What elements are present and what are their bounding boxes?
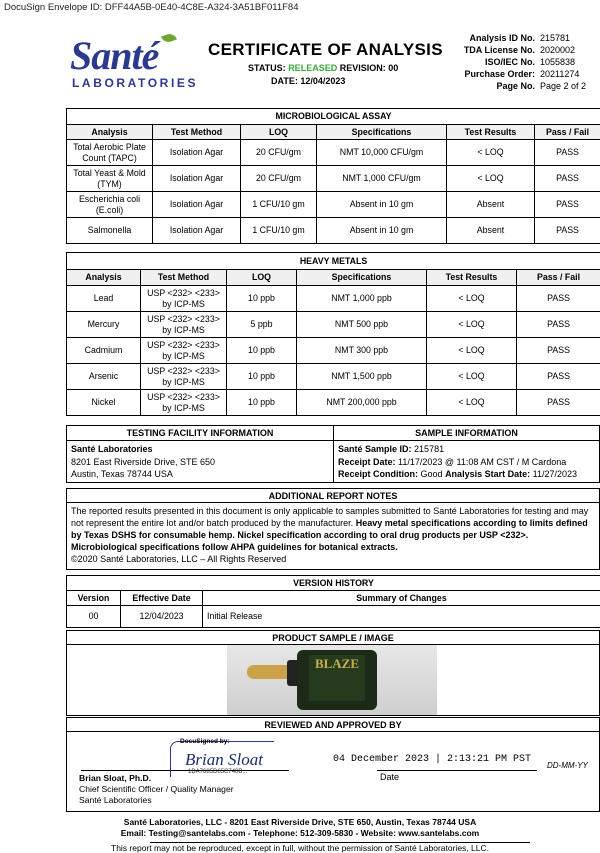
table-cell: PASS [535, 166, 600, 192]
column-header: Effective Date [121, 591, 203, 606]
table-row [67, 338, 600, 364]
footer [0, 817, 600, 839]
meta-value: 215781 [540, 33, 571, 43]
logo-wordmark: Santé [70, 33, 159, 78]
section-title: REVIEWED AND APPROVED BY [66, 717, 600, 732]
signed-datetime: 04 December 2023 | 2:13:21 PM PST [333, 754, 532, 765]
signer-block [79, 773, 234, 806]
table-cell: NMT 500 ppb [297, 312, 427, 338]
column-header: LOQ [227, 270, 297, 286]
notes-text: The reported results presented in this document is only applicable to samples submitted to Santé Laboratories for testing and may not represent the entire lot and/or batch produced by the manufacturer. [71, 506, 589, 528]
signature-line [81, 770, 289, 771]
facility-info [67, 426, 334, 482]
meta-value: Page 2 of 2 [540, 81, 587, 91]
meta-label: TDA License No. [463, 45, 535, 55]
table-cell: Isolation Agar [153, 218, 241, 244]
table-cell: Isolation Agar [153, 166, 241, 192]
report-notes [66, 503, 600, 570]
table-cell: PASS [517, 338, 600, 364]
microbiological-section [66, 108, 600, 244]
table-cell: Isolation Agar [153, 192, 241, 218]
start-date-label: Analysis Start Date: [445, 469, 531, 479]
receipt-date-label: Receipt Date: [338, 456, 396, 467]
column-header: Test Results [427, 270, 517, 286]
section-title: VERSION HISTORY [67, 576, 600, 591]
table-cell: USP <232> <233> by ICP-MS [141, 364, 227, 390]
revision-value: 00 [388, 63, 399, 73]
section-title: HEAVY METALS [67, 253, 600, 270]
sante-logo [70, 32, 199, 94]
column-header: Specifications [317, 125, 447, 140]
table-cell: < LOQ [427, 286, 517, 312]
meta-label: Analysis ID No. [469, 33, 535, 43]
table-cell: Cadmium [67, 338, 141, 364]
signature: Brian Sloat [185, 750, 263, 769]
table-row [67, 218, 600, 244]
footer-note: This report may not be reproduced, except in full, without the permission of Santé Laboratories, LLC. [111, 843, 489, 853]
meta-label: Purchase Order: [464, 69, 535, 79]
sample-info [334, 426, 599, 482]
meta-label: Page No. [496, 81, 535, 91]
column-header: Pass / Fail [535, 125, 600, 140]
table-cell: Arsenic [67, 364, 141, 390]
table-cell: NMT 10,000 CFU/gm [317, 140, 447, 166]
table-row [67, 140, 600, 166]
product-image-frame [66, 645, 600, 716]
status-label: STATUS: [248, 63, 286, 73]
meta-row [438, 56, 600, 68]
table-cell: Initial Release [203, 606, 600, 628]
table-cell: NMT 1,000 CFU/gm [317, 166, 447, 192]
section-title: ADDITIONAL REPORT NOTES [66, 488, 600, 503]
table-cell: PASS [517, 312, 600, 338]
heavy-metals-table [66, 252, 600, 416]
date-format: DD-MM-YY [547, 761, 588, 770]
table-cell: Absent in 10 gm [317, 218, 447, 244]
table-cell: 1 CFU/10 gm [241, 218, 317, 244]
product-image-section [66, 630, 600, 645]
meta-label: ISO/IEC No. [484, 57, 535, 67]
column-header: Analysis [67, 270, 141, 286]
report-meta [438, 32, 600, 92]
table-cell: USP <232> <233> by ICP-MS [141, 312, 227, 338]
table-cell: 5 ppb [227, 312, 297, 338]
table-row [67, 166, 600, 192]
meta-value: 2020002 [540, 45, 576, 55]
meta-value: 20211274 [540, 69, 580, 79]
table-cell: < LOQ [427, 364, 517, 390]
table-row [67, 364, 600, 390]
table-cell: < LOQ [447, 166, 535, 192]
table-cell: 10 ppb [227, 364, 297, 390]
meta-row [438, 68, 600, 80]
column-header: Pass / Fail [517, 270, 600, 286]
table-cell: NMT 1,000 ppb [297, 286, 427, 312]
page-title: CERTIFICATE OF ANALYSIS [208, 40, 443, 59]
table-cell: < LOQ [447, 140, 535, 166]
version-history-section [66, 575, 600, 628]
table-cell: Lead [67, 286, 141, 312]
table-row [67, 606, 600, 628]
table-cell: 10 ppb [227, 390, 297, 416]
section-title: TESTING FACILITY INFORMATION [67, 426, 333, 441]
column-header: Specifications [297, 270, 427, 286]
table-cell: PASS [517, 390, 600, 416]
table-cell: Nickel [67, 390, 141, 416]
table-cell: < LOQ [427, 390, 517, 416]
table-cell: Isolation Agar [153, 140, 241, 166]
column-header: Test Method [153, 125, 241, 140]
table-cell: 20 CFU/gm [241, 140, 317, 166]
table-row [67, 390, 600, 416]
copyright: ©2020 Santé Laboratories, LLC – All Rights Reserved [71, 554, 287, 564]
status-badge: RELEASED [288, 63, 338, 73]
date-label: Date [380, 772, 400, 782]
column-header: LOQ [241, 125, 317, 140]
facility-city: Austin, Texas 78744 USA [71, 469, 173, 479]
receipt-date-value: 11/17/2023 @ 11:08 AM CST / M Cardona [398, 456, 567, 467]
leaf-icon [161, 32, 177, 44]
date-value: 12/04/2023 [300, 76, 346, 86]
table-cell: PASS [517, 364, 600, 390]
meta-row [438, 80, 600, 92]
table-cell: < LOQ [427, 338, 517, 364]
table-cell: Absent [447, 192, 535, 218]
sample-id-label: Santé Sample ID: [338, 444, 412, 454]
table-row [67, 312, 600, 338]
date-line [377, 770, 537, 771]
start-date-value: 11/27/2023 [532, 469, 577, 479]
table-cell: < LOQ [427, 312, 517, 338]
table-cell: 10 ppb [227, 286, 297, 312]
section-title: MICROBIOLOGICAL ASSAY [67, 109, 600, 125]
table-cell: USP <232> <233> by ICP-MS [141, 338, 227, 364]
table-cell: Total Yeast & Mold (TYM) [67, 166, 153, 192]
table-cell: Absent [447, 218, 535, 244]
table-cell: Absent in 10 gm [317, 192, 447, 218]
column-header: Analysis [67, 125, 153, 140]
table-cell: NMT 1,500 ppb [297, 364, 427, 390]
signature-area [66, 732, 600, 812]
column-header: Test Results [447, 125, 535, 140]
table-cell: PASS [517, 286, 600, 312]
meta-value: 1055838 [540, 57, 576, 67]
table-row [67, 192, 600, 218]
footer-contact: Email: Testing@santelabs.com - Telephone: 512-309-5830 - Website: www.santelabs.com [120, 828, 480, 838]
table-cell: USP <232> <233> by ICP-MS [141, 286, 227, 312]
column-header: Summary of Changes [203, 591, 600, 606]
facility-sample-section [66, 425, 600, 483]
sample-id-value: 215781 [414, 444, 445, 454]
table-cell: 10 ppb [227, 338, 297, 364]
revision-label: REVISION: [339, 63, 386, 73]
footer-address: Santé Laboratories, LLC - 8201 East Riverside Drive, STE 650, Austin, Texas 78744 USA [123, 817, 477, 827]
meta-row [438, 32, 600, 44]
column-header: Test Method [141, 270, 227, 286]
table-cell: 20 CFU/gm [241, 166, 317, 192]
table-cell: NMT 300 ppb [297, 338, 427, 364]
table-cell: Escherichia coli (E.coli) [67, 192, 153, 218]
table-row [67, 286, 600, 312]
version-history-table [66, 575, 600, 628]
facility-address: 8201 East Riverside Drive, STE 650 [71, 456, 216, 467]
section-title: SAMPLE INFORMATION [334, 426, 599, 441]
signer-title: Chief Scientific Officer / Quality Manager [79, 784, 234, 794]
envelope-id: DocuSign Envelope ID: DFF44A5B-0E40-4C8E-A324-3A51BF011F84 [4, 2, 299, 13]
section-title: PRODUCT SAMPLE / IMAGE [66, 630, 600, 645]
docusigned-label: DocuSigned by: [180, 738, 230, 745]
signer-org: Santé Laboratories [79, 795, 152, 805]
docusign-id: 1DA7685D65C740B... [188, 769, 248, 775]
table-cell: 1 CFU/10 gm [241, 192, 317, 218]
date-line [271, 76, 345, 86]
signer-name: Brian Sloat, Ph.D. [79, 773, 152, 783]
status-line [248, 63, 398, 73]
meta-row [438, 44, 600, 56]
receipt-condition-value: Good [420, 469, 443, 479]
product-photo [227, 645, 437, 715]
table-cell: PASS [535, 140, 600, 166]
receipt-condition-label: Receipt Condition: [338, 469, 418, 479]
table-cell: NMT 200,000 ppb [297, 390, 427, 416]
table-cell: USP <232> <233> by ICP-MS [141, 390, 227, 416]
notes-bold-text: Heavy metal specifications according to limits defined by Texas DSHS for consumable hemp. Nickel specification according to oral drug products per USP <232>. Microbiological specifications follow AHPA guidelines for botanical extracts. [71, 518, 588, 552]
bottle-label: BLAZE [309, 655, 365, 701]
microbiological-table [66, 108, 600, 244]
table-cell: PASS [535, 192, 600, 218]
table-cell: Total Aerobic Plate Count (TAPC) [67, 140, 153, 166]
table-cell: Mercury [67, 312, 141, 338]
table-cell: PASS [535, 218, 600, 244]
table-cell: 12/04/2023 [121, 606, 203, 628]
logo-subtitle: LABORATORIES [72, 76, 199, 90]
heavy-metals-section [66, 252, 600, 416]
date-label: DATE: [271, 76, 298, 86]
facility-name: Santé Laboratories [71, 444, 153, 454]
table-cell: 00 [67, 606, 121, 628]
table-cell: Salmonella [67, 218, 153, 244]
column-header: Version [67, 591, 121, 606]
